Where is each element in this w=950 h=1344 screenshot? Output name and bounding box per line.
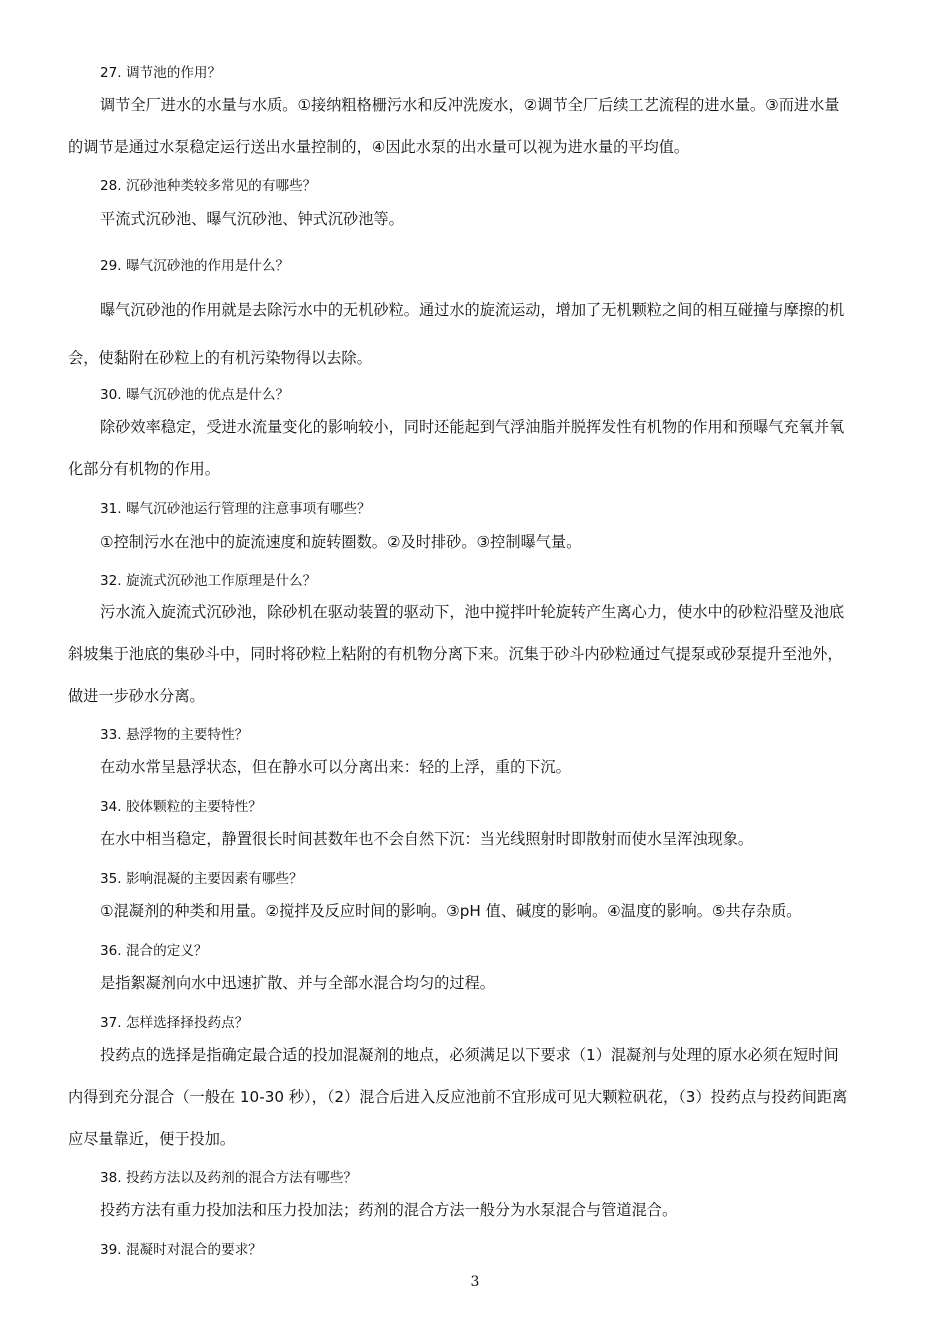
answer-30-line-2: 化部分有机物的作用。 xyxy=(68,460,220,478)
answer-37-line-3: 应尽量靠近，便于投加。 xyxy=(68,1130,236,1148)
answer-35-line-1: ①混凝剂的种类和用量。②搅拌及反应时间的影响。③pH 值、碱度的影响。④温度的影响。⑤共存杂质。 xyxy=(100,902,802,920)
question-36: 36. 混合的定义？ xyxy=(100,943,208,959)
question-32: 32. 旋流式沉砂池工作原理是什么？ xyxy=(100,573,317,589)
answer-38-line-1: 投药方法有重力投加法和压力投加法；药剂的混合方法一般分为水泵混合与管道混合。 xyxy=(100,1201,678,1219)
answer-36-line-1: 是指絮凝剂向水中迅速扩散、并与全部水混合均匀的过程。 xyxy=(100,974,495,992)
question-29: 29. 曝气沉砂池的作用是什么？ xyxy=(100,258,290,274)
answer-33-line-1: 在动水常呈悬浮状态，但在静水可以分离出来：轻的上浮，重的下沉。 xyxy=(100,758,571,776)
question-31: 31. 曝气沉砂池运行管理的注意事项有哪些？ xyxy=(100,501,371,517)
question-35: 35. 影响混凝的主要因素有哪些？ xyxy=(100,871,303,887)
answer-27-line-1: 调节全厂进水的水量与水质。①接纳粗格栅污水和反冲洗废水，②调节全厂后续工艺流程的进水量。③而进水量 xyxy=(100,96,840,114)
answer-37-line-1: 投药点的选择是指确定最合适的投加混凝剂的地点，必须满足以下要求（1）混凝剂与处理的原水必须在短时间 xyxy=(100,1046,839,1064)
answer-30-line-1: 除砂效率稳定，受进水流量变化的影响较小，同时还能起到气浮油脂并脱挥发性有机物的作用和预曝气充氧并氧 xyxy=(100,418,845,436)
answer-32-line-2: 斜坡集于池底的集砂斗中，同时将砂粒上粘附的有机物分离下来。沉集于砂斗内砂粒通过气提泵或砂泵提升至池外， xyxy=(68,645,843,663)
answer-27-line-2: 的调节是通过水泵稳定运行送出水量控制的，④因此水泵的出水量可以视为进水量的平均值。 xyxy=(68,138,690,156)
question-37: 37. 怎样选择择投药点？ xyxy=(100,1015,249,1031)
answer-34-line-1: 在水中相当稳定，静置很长时间甚数年也不会自然下沉：当光线照射时即散射而使水呈浑浊现象。 xyxy=(100,830,754,848)
question-28: 28. 沉砂池种类较多常见的有哪些？ xyxy=(100,178,317,194)
answer-32-line-3: 做进一步砂水分离。 xyxy=(68,687,205,705)
answer-32-line-1: 污水流入旋流式沉砂池，除砂机在驱动装置的驱动下，池中搅拌叶轮旋转产生离心力，使水中的砂粒沿壁及池底 xyxy=(100,603,845,621)
page-number: 3 xyxy=(470,1274,480,1290)
answer-37-line-2: 内得到充分混合（一般在 10-30 秒），（2）混合后进入反应池前不宜形成可见大颗粒矾花，（3）投药点与投药间距离 xyxy=(68,1088,848,1106)
question-34: 34. 胶体颗粒的主要特性？ xyxy=(100,799,262,815)
answer-29-line-2: 会，使黏附在砂粒上的有机污染物得以去除。 xyxy=(68,349,372,367)
question-39: 39. 混凝时对混合的要求？ xyxy=(100,1242,262,1258)
answer-29-line-1: 曝气沉砂池的作用就是去除污水中的无机砂粒。通过水的旋流运动，增加了无机颗粒之间的相互碰撞与摩擦的机 xyxy=(100,301,845,319)
question-38: 38. 投药方法以及药剂的混合方法有哪些？ xyxy=(100,1170,358,1186)
question-33: 33. 悬浮物的主要特性？ xyxy=(100,727,249,743)
answer-31-line-1: ①控制污水在池中的旋流速度和旋转圈数。②及时排砂。③控制曝气量。 xyxy=(100,533,582,551)
question-27: 27. 调节池的作用？ xyxy=(100,65,222,81)
question-30: 30. 曝气沉砂池的优点是什么？ xyxy=(100,387,290,403)
answer-28-line-1: 平流式沉砂池、曝气沉砂池、钟式沉砂池等。 xyxy=(100,210,404,228)
